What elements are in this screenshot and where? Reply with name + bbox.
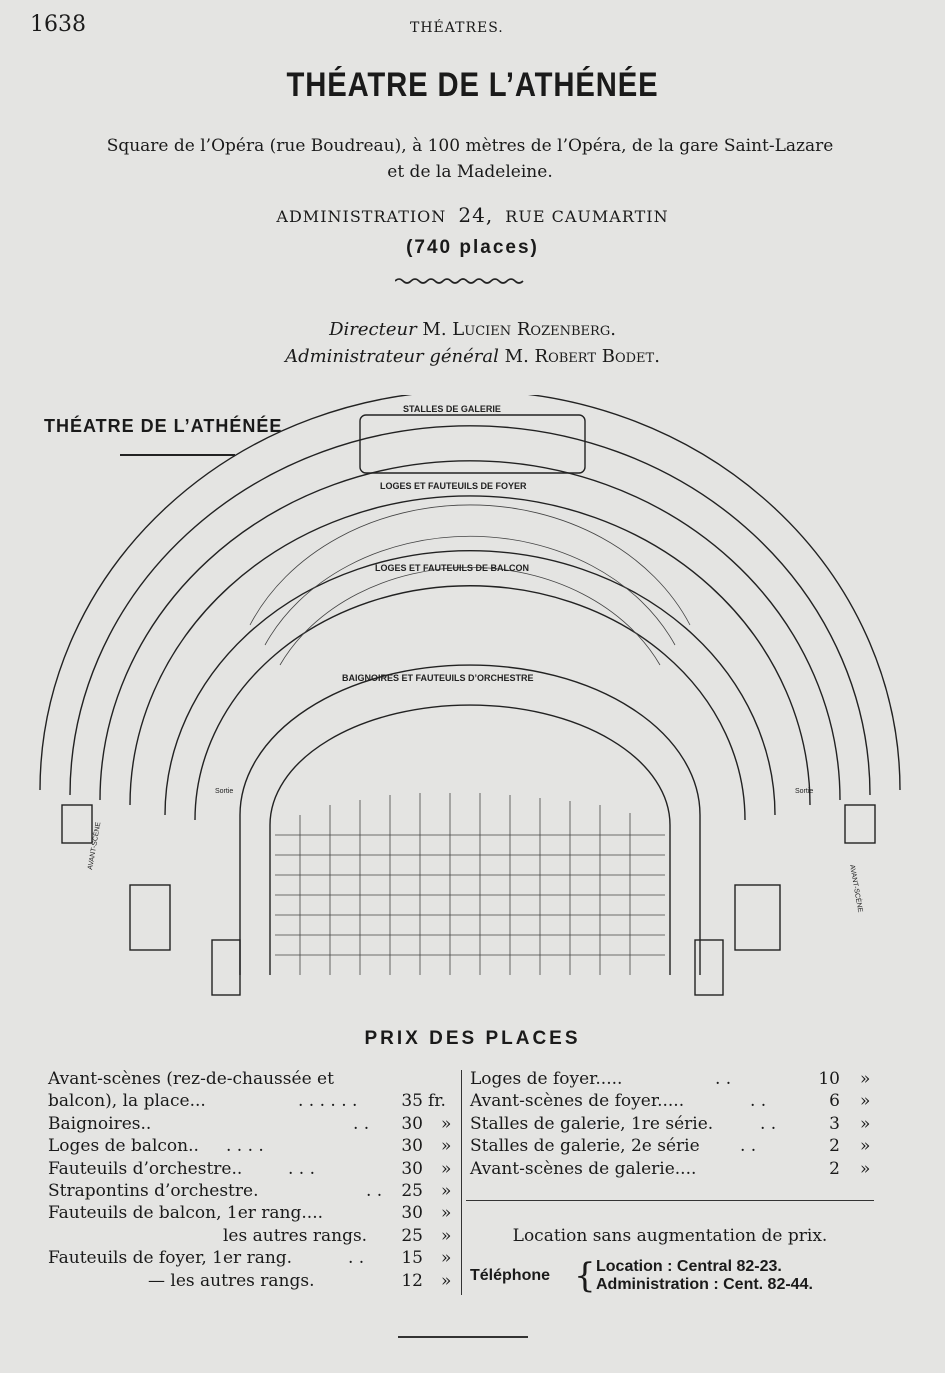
- administration-street: RUE CAUMARTIN: [505, 207, 669, 226]
- price-value: 10: [818, 1069, 840, 1089]
- price-label: Avant-scènes de foyer.....: [470, 1091, 685, 1112]
- price-unit: »: [441, 1158, 452, 1179]
- price-row: [470, 1113, 880, 1135]
- price-row: [48, 1158, 458, 1180]
- price-label: Fauteuils de foyer, 1er rang.: [48, 1248, 293, 1269]
- price-unit: »: [441, 1203, 452, 1224]
- price-dots: . .: [366, 1180, 383, 1201]
- administration-label: ADMINISTRATION: [276, 207, 447, 226]
- director-line: [0, 316, 945, 343]
- staff-list: [0, 316, 945, 370]
- price-unit: »: [441, 1225, 452, 1246]
- price-unit: »: [441, 1136, 452, 1157]
- price-label: Fauteuils d’orchestre..: [48, 1158, 243, 1179]
- price-label: Strapontins d’orchestre.: [48, 1180, 259, 1201]
- price-value: 30: [401, 1136, 423, 1157]
- brace-glyph: {: [574, 1256, 596, 1296]
- telephone-label: Téléphone: [470, 1267, 551, 1284]
- end-rule: [398, 1336, 528, 1338]
- price-row: [48, 1225, 458, 1247]
- avant-scene-label: AVANT-SCÈNE: [848, 864, 864, 913]
- telephone-block: [470, 1258, 880, 1298]
- price-value: 12: [401, 1270, 423, 1291]
- galerie-block: [360, 415, 585, 473]
- sortie-label: Sortie: [795, 788, 814, 795]
- sortie-label: Sortie: [215, 788, 234, 795]
- price-label: Fauteuils de balcon, 1er rang....: [48, 1203, 323, 1224]
- telephone-location: Location : Central 82-23.: [596, 1258, 782, 1275]
- price-unit: »: [860, 1136, 871, 1157]
- page-number: 1638: [30, 12, 86, 37]
- price-row: [48, 1202, 458, 1224]
- price-value: 15: [401, 1248, 423, 1269]
- balcon-inner-arc: [195, 586, 745, 820]
- director-name: M. Lucien Rozenberg.: [422, 319, 616, 340]
- price-row: [470, 1068, 880, 1090]
- price-row: [48, 1090, 458, 1112]
- price-label: Loges de foyer.....: [470, 1069, 623, 1089]
- price-unit: »: [441, 1270, 452, 1291]
- price-label: Loges de balcon..: [48, 1136, 199, 1157]
- address-line-2: et de la Madeleine.: [387, 162, 553, 182]
- administrator-line: [0, 343, 945, 370]
- telephone-administration: Administration : Cent. 82-44.: [596, 1276, 813, 1293]
- price-dots: . .: [740, 1136, 757, 1157]
- price-unit: »: [860, 1091, 871, 1112]
- price-row: [48, 1135, 458, 1157]
- price-dots: . .: [715, 1069, 732, 1089]
- column-divider: [461, 1070, 462, 1295]
- price-row: [470, 1158, 880, 1180]
- price-unit: »: [441, 1113, 452, 1134]
- running-title: THÉATRES.: [410, 20, 504, 36]
- seating-plan: [0, 395, 945, 1005]
- section-label-foyer: LOGES ET FAUTEUILS DE FOYER: [380, 481, 527, 491]
- prices-left-column: [48, 1068, 458, 1292]
- plan-title: THÉATRE DE L’ATHÉNÉE: [44, 416, 283, 436]
- price-unit: »: [860, 1113, 871, 1134]
- price-label: Baignoires..: [48, 1113, 152, 1134]
- section-label-galerie: STALLES DE GALERIE: [403, 404, 501, 414]
- price-unit: »: [860, 1158, 871, 1179]
- price-row: [48, 1180, 458, 1202]
- price-row: [48, 1247, 458, 1269]
- price-label: — les autres rangs.: [148, 1270, 315, 1291]
- price-label: Avant-scènes (rez-de-chaussée et: [48, 1069, 334, 1089]
- avant-scene-box: [212, 940, 240, 995]
- section-label-orchestre: BAIGNOIRES ET FAUTEUILS D’ORCHESTRE: [342, 673, 534, 683]
- price-value: 6: [829, 1091, 840, 1112]
- galerie-outer-arc: [40, 395, 900, 790]
- orchestre-seat-grid: [275, 793, 665, 975]
- price-unit: »: [441, 1180, 452, 1201]
- director-role: Directeur: [329, 319, 417, 340]
- wavy-divider: [395, 276, 525, 286]
- price-row: [470, 1135, 880, 1157]
- price-dots: . . .: [288, 1158, 316, 1179]
- page-title: THÉATRE DE L’ATHÉNÉE: [286, 66, 659, 104]
- administrator-name: M. Robert Bodet.: [504, 346, 660, 367]
- section-label-balcon: LOGES ET FAUTEUILS DE BALCON: [375, 563, 530, 573]
- page-header: [0, 8, 945, 38]
- address: [40, 133, 900, 185]
- administration-address: [0, 203, 945, 227]
- price-dots: . .: [750, 1091, 767, 1112]
- price-dots: . .: [760, 1113, 777, 1134]
- price-value: 25: [401, 1180, 423, 1201]
- orchestre-outline: [240, 665, 700, 975]
- price-dots: . . . . . .: [298, 1091, 358, 1112]
- price-row: [48, 1270, 458, 1292]
- prices-right-column: [470, 1068, 880, 1180]
- price-unit: fr.: [428, 1091, 446, 1112]
- prices-title: PRIX DES PLACES: [364, 1028, 581, 1049]
- avant-scene-box: [695, 940, 723, 995]
- price-dots: . .: [353, 1113, 370, 1134]
- location-note: Location sans augmentation de prix.: [512, 1226, 828, 1246]
- price-value: 25: [401, 1225, 423, 1246]
- price-value: 30: [401, 1158, 423, 1179]
- price-row: [48, 1068, 458, 1090]
- avant-scene-box: [735, 885, 780, 950]
- avant-scene-box: [845, 805, 875, 843]
- price-dots: . .: [348, 1248, 365, 1269]
- administrator-role: Administrateur général: [285, 346, 499, 367]
- address-line-1: Square de l’Opéra (rue Boudreau), à 100 mètres de l’Opéra, de la gare Saint-Lazare: [106, 136, 834, 156]
- avant-scene-box: [130, 885, 170, 950]
- price-label: Stalles de galerie, 2e série: [470, 1136, 700, 1157]
- price-row: [48, 1113, 458, 1135]
- price-unit: »: [441, 1248, 452, 1269]
- price-label: Avant-scènes de galerie....: [470, 1158, 697, 1179]
- price-value: 30: [401, 1203, 423, 1224]
- price-value: 35: [401, 1091, 423, 1112]
- administration-number: 24,: [458, 203, 494, 227]
- price-value: 2: [829, 1136, 840, 1157]
- price-value: 30: [401, 1113, 423, 1134]
- price-label: les autres rangs.: [223, 1225, 368, 1246]
- avant-scene-box: [62, 805, 92, 843]
- section-divider: [466, 1200, 874, 1201]
- price-value: 2: [829, 1158, 840, 1179]
- price-row: [470, 1090, 880, 1112]
- foyer-outer-arc: [100, 461, 840, 800]
- avant-scene-label: AVANT-SCÈNE: [87, 821, 103, 871]
- price-label: Stalles de galerie, 1re série.: [470, 1113, 714, 1134]
- price-dots: . . . .: [226, 1136, 264, 1157]
- capacity: (740 places): [406, 237, 539, 258]
- price-label: balcon), la place...: [48, 1091, 206, 1112]
- price-unit: »: [860, 1069, 871, 1089]
- price-value: 3: [829, 1113, 840, 1134]
